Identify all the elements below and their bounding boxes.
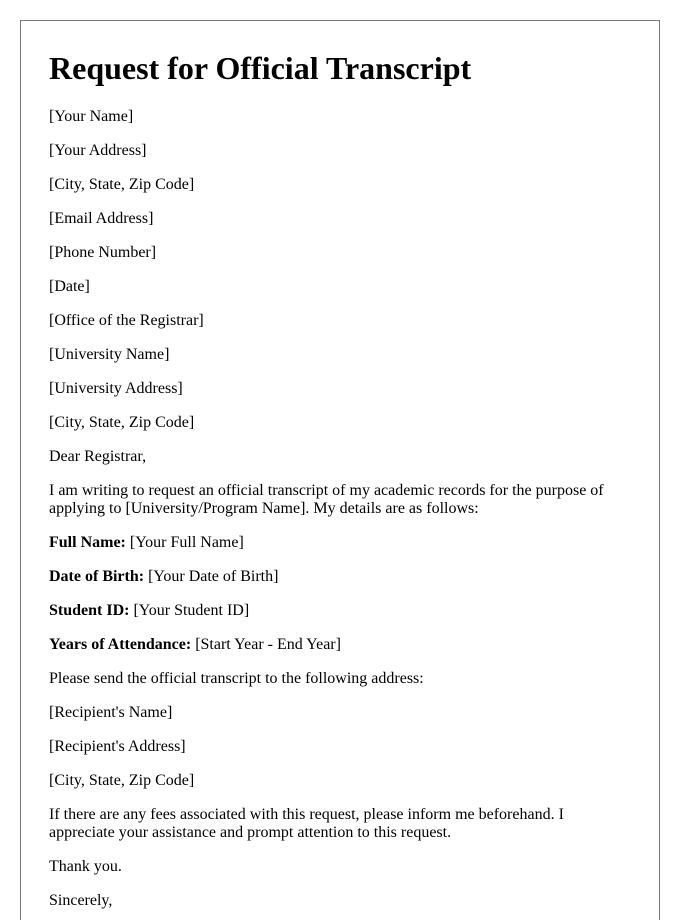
letter-page: [20, 20, 660, 920]
thanks-line: Thank you.: [49, 858, 122, 875]
detail-student-id-label: Student ID:: [49, 602, 130, 619]
detail-student-id-value: [Your Student ID]: [129, 602, 250, 619]
send-to-intro: Please send the official transcript to the following address:: [49, 670, 424, 687]
recipient-university-address: [University Address]: [49, 380, 183, 397]
intro-paragraph: I am writing to request an official transcript of my academic records for the purpose of applying to [University/Program Name]. My details are as follows:: [49, 482, 604, 517]
detail-student-id: [49, 602, 633, 620]
closing-line: Sincerely,: [49, 892, 113, 909]
sender-email: [Email Address]: [49, 210, 154, 227]
detail-full-name-value: [Your Full Name]: [125, 534, 244, 551]
fees-paragraph: If there are any fees associated with this request, please inform me beforehand. I appreciate your assistance and prompt attention to this request.: [49, 806, 564, 841]
sender-name: [Your Name]: [49, 108, 134, 125]
letter-date: [Date]: [49, 278, 90, 295]
detail-full-name-label: Full Name:: [49, 534, 126, 551]
detail-years-label: Years of Attendance:: [49, 636, 192, 653]
letter-title: Request for Official Transcript: [49, 50, 472, 86]
detail-dob-value: [Your Date of Birth]: [144, 568, 279, 585]
sender-address: [Your Address]: [49, 142, 147, 159]
detail-full-name: [49, 534, 633, 552]
recipient-city-state-zip: [City, State, Zip Code]: [49, 414, 195, 431]
sender-phone: [Phone Number]: [49, 244, 157, 261]
recipient-office: [Office of the Registrar]: [49, 312, 204, 329]
detail-years-of-attendance: [49, 636, 633, 654]
recipient-university: [University Name]: [49, 346, 170, 363]
send-to-city-state-zip: [City, State, Zip Code]: [49, 772, 195, 789]
detail-dob-label: Date of Birth:: [49, 568, 145, 585]
salutation: Dear Registrar,: [49, 448, 147, 465]
detail-date-of-birth: [49, 568, 633, 586]
send-to-name: [Recipient's Name]: [49, 704, 173, 721]
sender-city-state-zip: [City, State, Zip Code]: [49, 176, 195, 193]
detail-years-value: [Start Year - End Year]: [191, 636, 341, 653]
send-to-address: [Recipient's Address]: [49, 738, 186, 755]
